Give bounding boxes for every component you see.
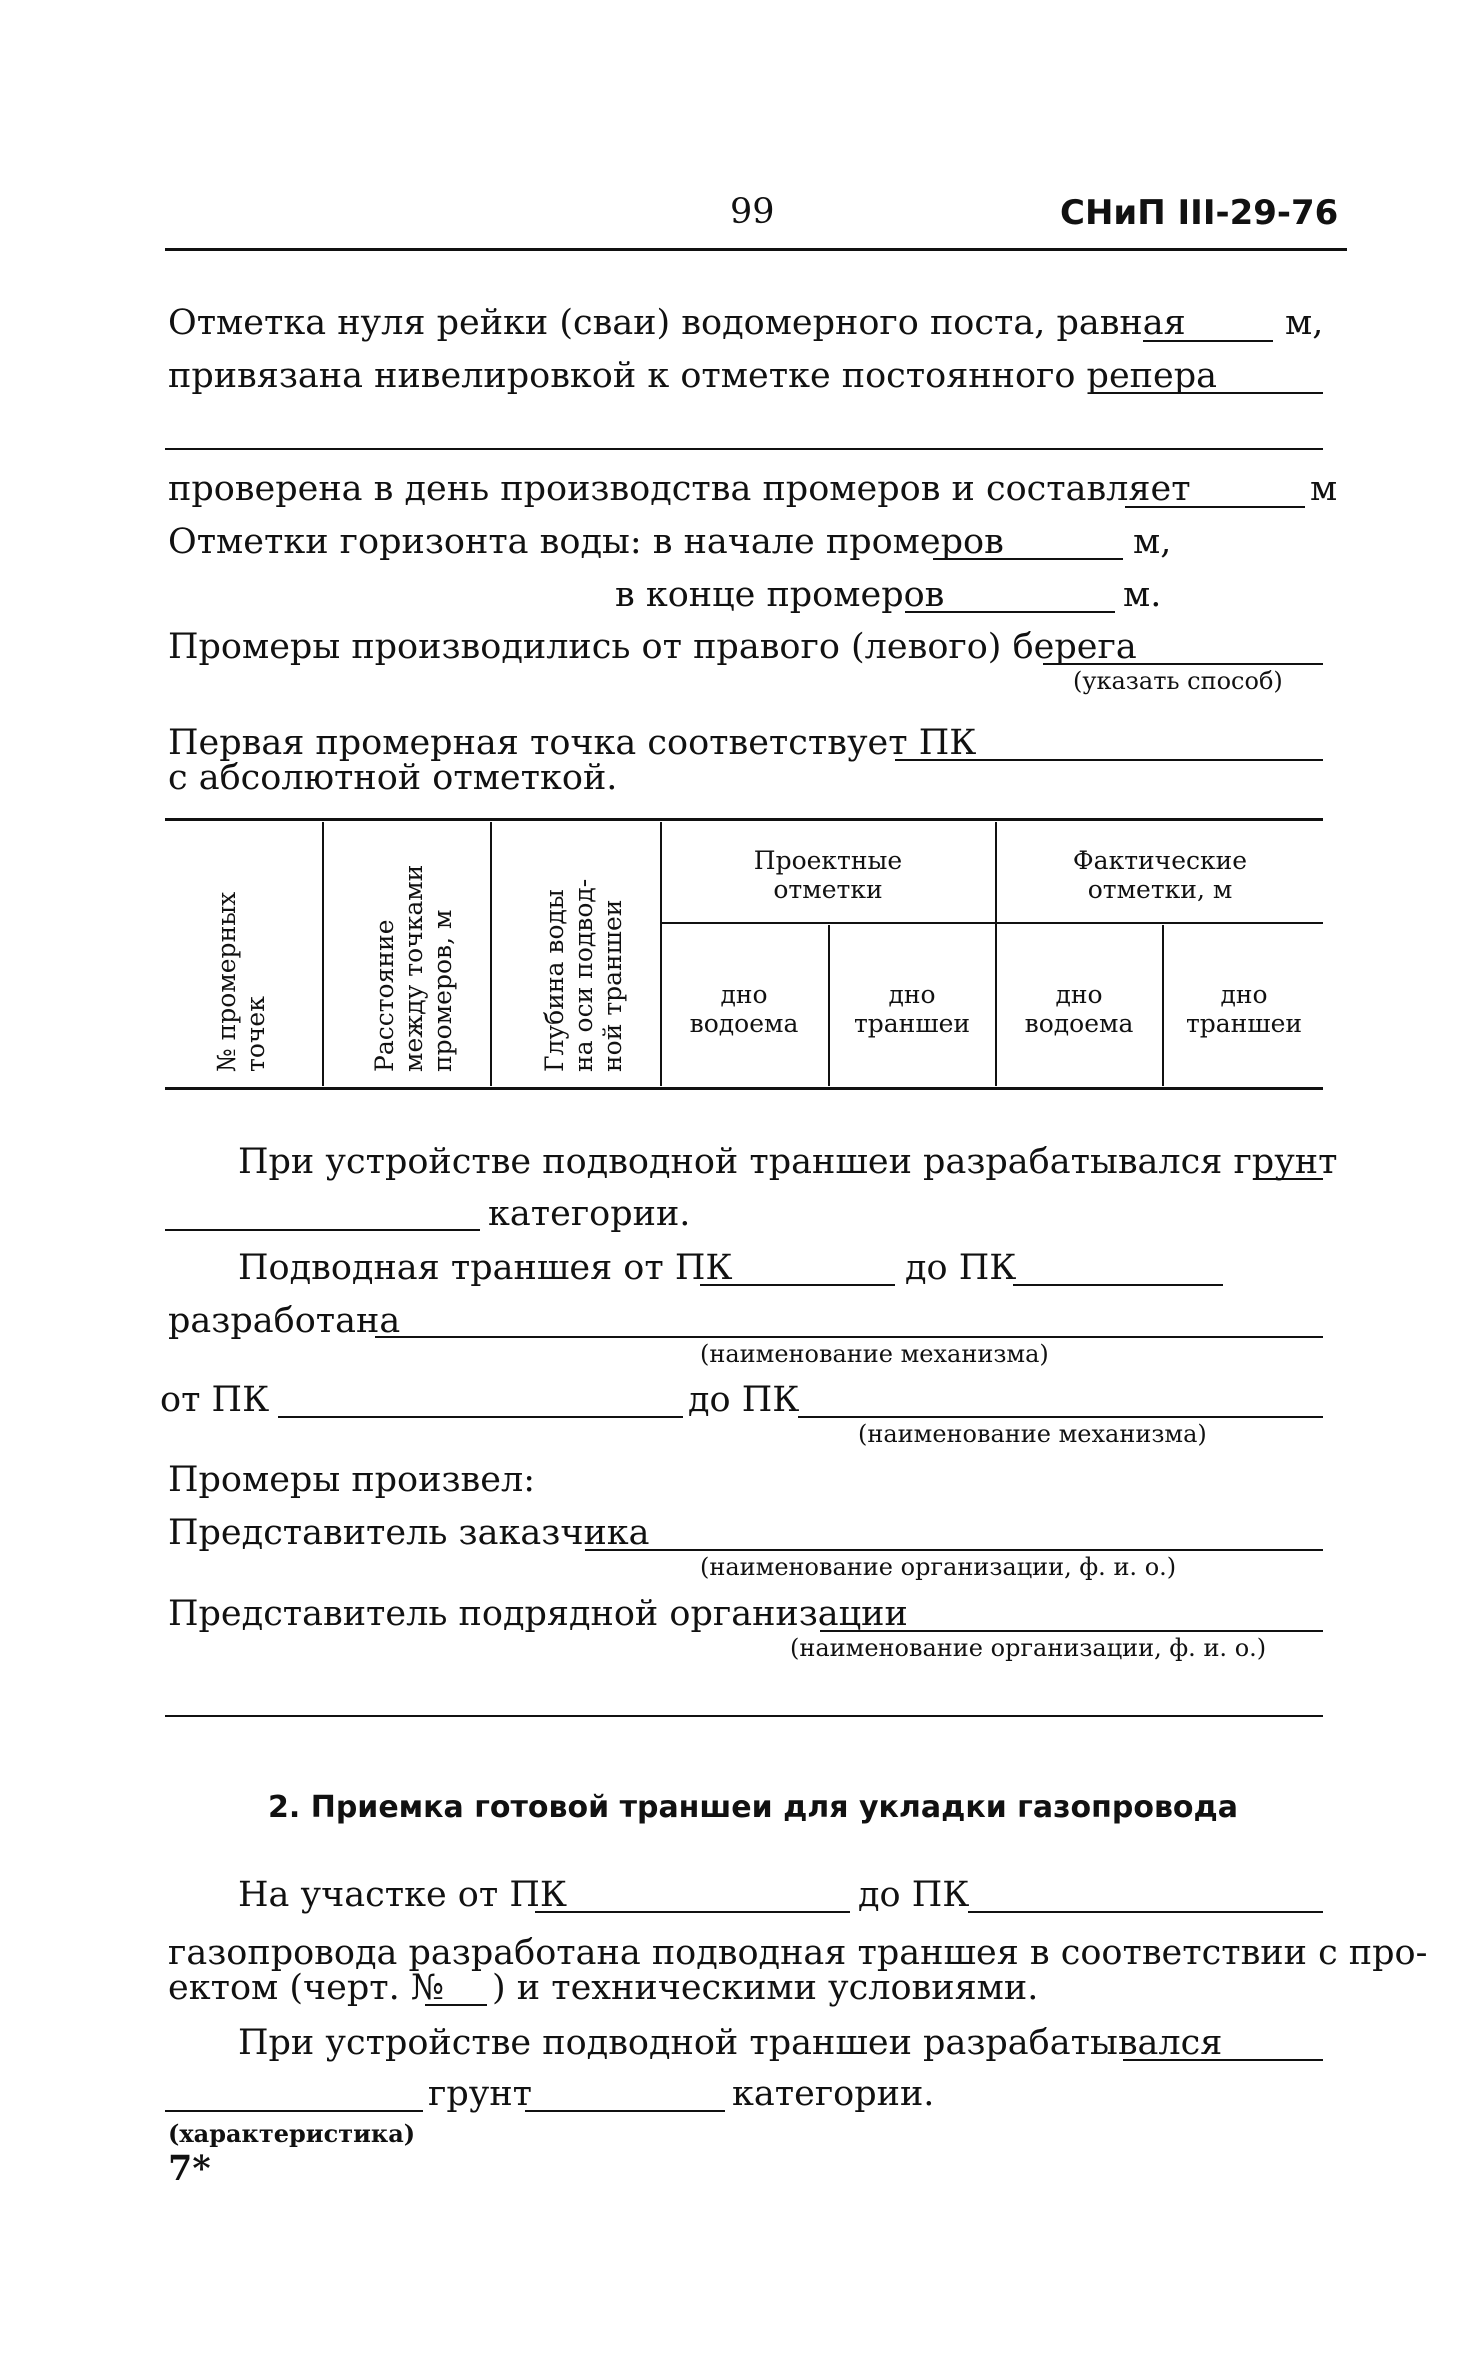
absolute-mark-label: с абсолютной отметкой.: [168, 758, 618, 798]
table-group-rule: [660, 922, 1323, 924]
contractor-rep-field[interactable]: [820, 1630, 1323, 1632]
from-pk-label: от ПК: [160, 1380, 270, 1420]
water-level-start-label: Отметки горизонта воды: в начале промеров: [168, 522, 1004, 562]
mechanism-hint-2: (наименование механизма): [858, 1420, 1207, 1448]
surveyed-by-label: Промеры произвел:: [168, 1460, 535, 1500]
trench-to-label: до ПК: [905, 1248, 1017, 1288]
characteristic-hint: (характеристика): [168, 2119, 416, 2148]
group-actual-marks-header: Фактические отметки, м: [1072, 846, 1248, 904]
mechanism-field-1[interactable]: [375, 1336, 1323, 1338]
section-soil-grunt-label: грунт: [428, 2074, 533, 2114]
customer-rep-label: Представитель заказчика: [168, 1513, 650, 1553]
water-level-end-field[interactable]: [905, 611, 1115, 613]
trench-from-label: Подводная траншея от ПК: [238, 1248, 733, 1288]
document-code: СНиП III-29-76: [1060, 193, 1339, 233]
section-from-field[interactable]: [535, 1911, 850, 1913]
page-number: 99: [730, 192, 775, 232]
verified-unit: м: [1310, 469, 1338, 509]
trench-from-field[interactable]: [700, 1284, 895, 1286]
customer-rep-hint: (наименование организации, ф. и. о.): [700, 1553, 1177, 1581]
col-distance-header: Расстояние между точками промеров, м: [370, 864, 457, 1072]
table-divider-2: [490, 822, 492, 1086]
sub-design-reservoir-bottom: дно водоема: [689, 980, 799, 1038]
zero-mark-unit: м,: [1285, 303, 1324, 343]
drawing-number-field[interactable]: [425, 2004, 487, 2006]
from-pk-field[interactable]: [278, 1416, 683, 1418]
table-top-rule: [165, 818, 1323, 821]
first-point-field[interactable]: [895, 759, 1323, 761]
section-soil-label: При устройстве подводной траншеи разрабатывался: [238, 2023, 1223, 2063]
water-level-end-label: в конце промеров: [615, 575, 945, 615]
bank-hint: (указать способ): [1073, 667, 1283, 695]
contractor-rep-label: Представитель подрядной организации: [168, 1594, 908, 1634]
water-level-end-unit: м.: [1123, 575, 1162, 615]
first-point-label: Первая промерная точка соответствует ПК: [168, 723, 977, 763]
section-soil-field-a[interactable]: [1123, 2059, 1323, 2061]
benchmark-label: привязана нивелировкой к отметке постоянного репера: [168, 356, 1217, 396]
contractor-rep-hint: (наименование организации, ф. и. о.): [790, 1634, 1267, 1662]
sub-actual-reservoir-bottom: дно водоема: [1024, 980, 1134, 1038]
mechanism-field-2[interactable]: [798, 1416, 1323, 1418]
section-from-label: На участке от ПК: [238, 1875, 567, 1915]
soil-field-b[interactable]: [165, 1229, 480, 1231]
section-2-heading: 2. Приемка готовой траншеи для укладки газопровода: [268, 1790, 1239, 1825]
table-bottom-rule: [165, 1087, 1323, 1090]
water-level-start-unit: м,: [1133, 522, 1172, 562]
sub-actual-trench-bottom: дно траншеи: [1185, 980, 1303, 1038]
verified-field[interactable]: [1125, 506, 1305, 508]
bank-field[interactable]: [1043, 663, 1323, 665]
col-points-header: № промерных точек: [212, 891, 270, 1072]
group-design-marks-header: Проектные отметки: [753, 846, 903, 904]
section-divider-rule: [165, 1715, 1323, 1717]
customer-rep-field[interactable]: [585, 1549, 1323, 1551]
sub-design-trench-bottom: дно траншеи: [853, 980, 971, 1038]
section-to-label: до ПК: [858, 1875, 970, 1915]
benchmark-field-continued[interactable]: [165, 448, 1323, 450]
table-divider-1: [322, 822, 324, 1086]
section-soil-category-label: категории.: [732, 2074, 935, 2114]
zero-mark-label: Отметка нуля рейки (сваи) водомерного поста, равная: [168, 303, 1186, 343]
soil-category-label: категории.: [488, 1194, 691, 1234]
bank-label: Промеры производились от правого (левого) берега: [168, 627, 1137, 667]
trench-to-field[interactable]: [1013, 1284, 1223, 1286]
water-level-start-field[interactable]: [933, 558, 1123, 560]
developed-label: разработана: [168, 1301, 401, 1341]
section-drawing-suffix: ) и техническими условиями.: [492, 1968, 1039, 2008]
to-pk-label: до ПК: [688, 1380, 800, 1420]
soil-label: При устройстве подводной траншеи разрабатывался грунт: [238, 1142, 1338, 1182]
section-soil-characteristic-field[interactable]: [165, 2110, 423, 2112]
header-rule: [165, 248, 1347, 251]
benchmark-field[interactable]: [1093, 392, 1323, 394]
section-soil-category-field[interactable]: [525, 2110, 725, 2112]
verified-label: проверена в день производства промеров и составляет: [168, 469, 1191, 509]
section-text-line-1: газопровода разработана подводная траншея в соответствии с про-: [168, 1933, 1428, 1973]
footer-signature-mark: 7*: [168, 2148, 211, 2189]
section-drawing-label: ектом (черт. №: [168, 1968, 445, 2008]
soil-field-a[interactable]: [1253, 1178, 1323, 1180]
col-depth-header: Глубина воды на оси подвод- ной траншеи: [540, 878, 627, 1072]
section-to-field[interactable]: [968, 1911, 1323, 1913]
zero-mark-field[interactable]: [1143, 340, 1273, 342]
mechanism-hint-1: (наименование механизма): [700, 1340, 1049, 1368]
